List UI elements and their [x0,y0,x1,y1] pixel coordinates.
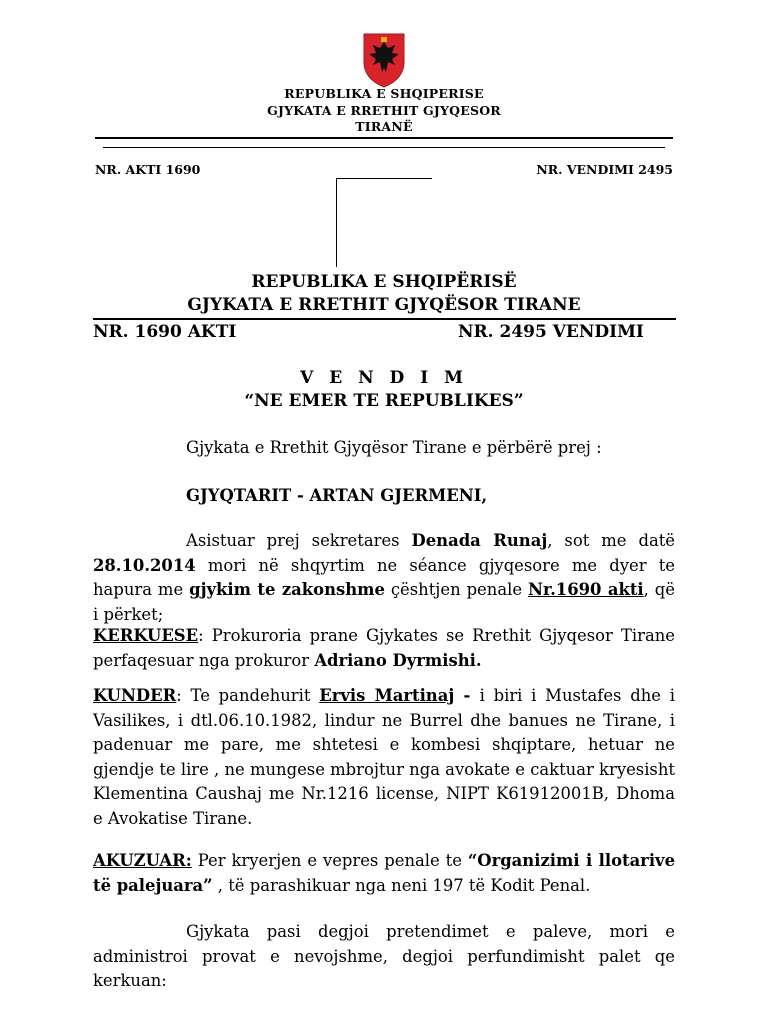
stamp-bracket-top [336,178,432,179]
defendant-label: KUNDER [93,686,177,705]
vendimi-number-small: NR. VENDIMI 2495 [536,162,673,177]
requester-label: KERKUESE [93,626,199,645]
decision-title: V E N D I M [300,368,468,388]
vendimi-number: NR. 2495 VENDIMI [458,322,644,342]
header-court: GJYKATA E RRETHIT GJYQESOR [267,103,501,118]
document-republic-title: REPUBLIKA E SHQIPËRISË [251,272,517,292]
defendant-name: Ervis Martinaj [319,686,455,705]
judge-name: GJYQTARIT - ARTAN GJERMENI, [186,486,488,505]
paragraph-assisted: Asistuar prej sekretares Denada Runaj, sot me datë 28.10.2014 mori në shqyrtim ne séance gjyqesore me dyer te hapura me gjykim te zakonshme çështjen penale Nr.1690 akti, që i përket; [93,531,676,624]
paragraph-charge: AKUZUAR: Per kryerjen e vepres penale te “Organizimi i llotarive të palejuara” , të parashikuar nga neni 197 të Kodit Penal. [93,851,676,895]
prosecutor-name: Adriano Dyrmishi. [314,650,482,670]
case-number: Nr.1690 akti [527,580,644,600]
charge-label: AKUZUAR: [93,851,192,870]
hearing-date: 28.10.2014 [93,555,196,575]
title-divider [93,318,676,320]
stamp-bracket-left [336,178,337,267]
akti-number: NR. 1690 AKTI [93,322,237,342]
paragraph-defendant: KUNDER: Te pandehurit Ervis Martinaj - i biri i Mustafes dhe i Vasilikes, i dtl.06.10.1982, lindur ne Burrel dhe banues ne Tirane, i padenuar me pare, me shtetesi e kombesi shqiptare, hetuar ne gjendje te lire , ne mungese mbrojtur nga avokate e caktuar kryesisht Klementina Caushaj me Nr.1216 license, NIPT K61912001B, Dhoma e Avokatise Tirane. [93,686,675,828]
albanian-eagle-emblem-icon [362,32,406,88]
header-divider-bottom [103,147,665,148]
court-composition: Gjykata e Rrethit Gjyqësor Tirane e përbërë prej : [186,438,602,457]
paragraph-requester: KERKUESE: Prokuroria prane Gjykates se Rrethit Gjyqesor Tirane perfaqesuar nga prokuror Adriano Dyrmishi. [93,626,675,670]
akti-number-small: NR. AKTI 1690 [95,162,201,177]
offense-name: “Organizimi i llotarive të palejuara” [93,851,676,895]
paragraph-final: Gjykata pasi degjoi pretendimet e paleve, mori e administroi provat e nevojshme, degjoi perfundimisht palet qe kerkuan: [93,922,675,991]
secretary-name: Denada Runaj [411,531,548,550]
header-city: TIRANË [355,119,413,134]
decision-subtitle: “NE EMER TE REPUBLIKES” [244,391,524,411]
trial-type: gjykim te zakonshme [189,580,385,600]
header-divider-top [95,137,673,139]
header-republic: REPUBLIKA E SHQIPERISE [284,86,484,101]
document-court-title: GJYKATA E RRETHIT GJYQËSOR TIRANE [187,295,581,315]
